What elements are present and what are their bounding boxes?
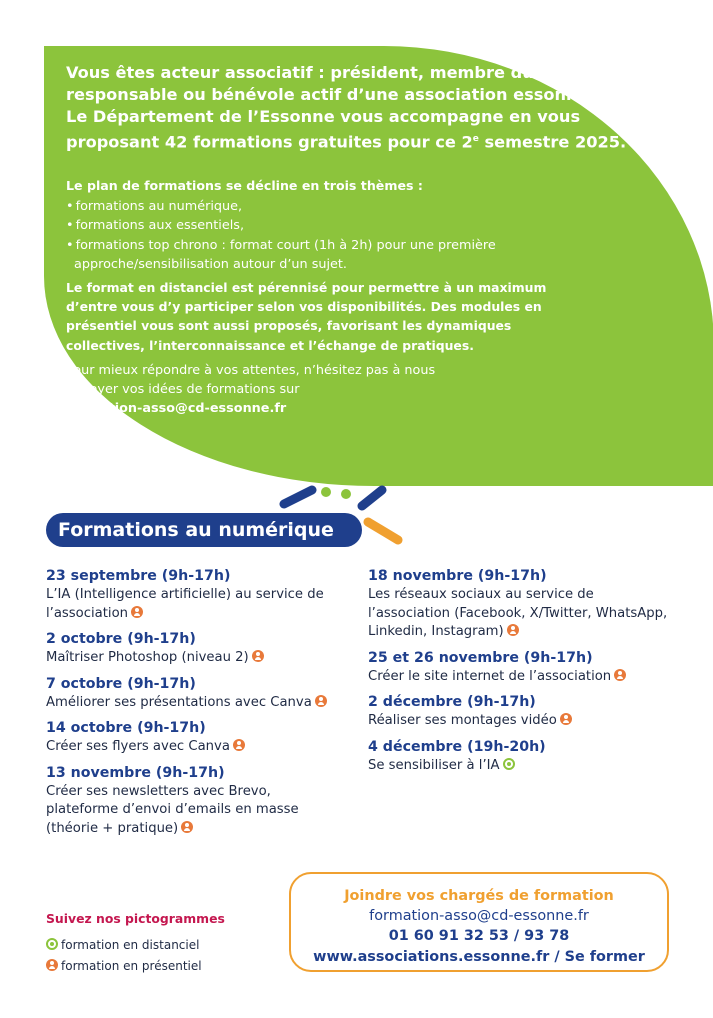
event-title: [46, 783, 346, 839]
legend-presentiel: [46, 959, 202, 973]
event-title-text: Réaliser ses montages vidéo: [368, 713, 557, 728]
event-title-text: Les réseaux sociaux au service de l’association (Facebook, X/Twitter, WhatsApp, Linkedin, Instagram): [368, 587, 668, 639]
event-title: [368, 586, 668, 642]
events-right-column: [368, 567, 668, 782]
distanciel-icon: [503, 758, 515, 770]
legend-presentiel-label: formation en présentiel: [61, 959, 202, 973]
section-title: Formations au numérique: [46, 513, 362, 547]
event-title-text: Améliorer ses présentations avec Canva: [46, 694, 312, 710]
presentiel-icon: [560, 713, 572, 725]
event-date: 2 décembre (9h-17h): [368, 694, 536, 710]
event-item: [368, 693, 668, 731]
distanciel-icon: [46, 938, 58, 950]
intro-superscript: e: [472, 134, 479, 144]
event-item: [46, 764, 346, 839]
presentiel-icon: [252, 650, 264, 662]
intro-line: [66, 128, 656, 153]
event-date: 25 et 26 novembre (9h-17h): [368, 649, 593, 666]
event-date: 2 octobre (9h-17h): [46, 631, 196, 647]
event-item: [46, 675, 346, 713]
event-title: [368, 668, 668, 687]
event-item: [368, 649, 668, 687]
contact-title: Joindre vos chargés de formation: [344, 888, 614, 904]
plan-title: Le plan de formations se décline en trois thèmes :: [66, 178, 423, 193]
event-item: [46, 567, 346, 623]
presentiel-icon: [131, 606, 143, 618]
legend-title: Suivez nos pictogrammes: [46, 911, 225, 926]
contact-website-link[interactable]: www.associations.essonne.fr / Se former: [313, 949, 645, 965]
event-date: 23 septembre (9h-17h): [46, 568, 231, 584]
event-title: [368, 712, 668, 731]
plan-item: • formations au numérique,: [66, 197, 586, 216]
ideas-text-body: Pour mieux répondre à vos attentes, n’hésitez pas à nous envoyer vos idées de formations sur: [66, 363, 436, 398]
contact-email-link[interactable]: formation-asso@cd-essonne.fr: [369, 908, 589, 924]
plan-list: [66, 197, 586, 274]
events-left-column: [46, 567, 346, 845]
intro-line: Vous êtes acteur associatif : président, membre du bureau,: [66, 63, 611, 82]
event-title: [46, 649, 346, 668]
event-item: [46, 630, 346, 668]
event-date: 14 octobre (9h-17h): [46, 720, 206, 736]
intro-text: [66, 62, 656, 153]
presentiel-icon: [233, 739, 245, 751]
legend-distanciel-label: formation en distanciel: [61, 938, 200, 952]
event-title: [46, 694, 346, 713]
presentiel-icon: [315, 695, 327, 707]
event-title-text: Créer ses newsletters avec Brevo, plateforme d’envoi d’emails en masse (théorie + pratique): [46, 783, 299, 836]
event-title: [368, 757, 668, 776]
event-item: [46, 719, 346, 757]
event-item: [368, 567, 668, 642]
event-title-text: Maîtriser Photoshop (niveau 2): [46, 650, 249, 665]
event-title-text: Se sensibiliser à l’IA: [368, 757, 500, 773]
event-date: 13 novembre (9h-17h): [46, 764, 225, 781]
contact-phone: 01 60 91 32 53 / 93 78: [388, 928, 570, 944]
plan-item: • formations top chrono : format court (1h à 2h) pour une première approche/sensibilisation autour d’un sujet.: [66, 236, 586, 275]
intro-line-part: proposant 42 formations gratuites pour ce 2: [66, 132, 473, 152]
intro-line-part: semestre 2025.: [478, 132, 627, 152]
presentiel-icon: [181, 821, 193, 833]
event-date: 4 décembre (19h-20h): [368, 738, 546, 755]
event-item: [368, 738, 668, 776]
event-title-text: L’IA (Intelligence artificielle) au service de l’association: [46, 587, 324, 621]
intro-line: responsable ou bénévole actif d’une association essonnienne ?: [66, 85, 644, 104]
ideas-text: [66, 361, 486, 419]
plan-item: • formations aux essentiels,: [66, 216, 586, 235]
ideas-email-link[interactable]: formation-asso@cd-essonne.fr: [66, 401, 287, 417]
presentiel-icon: [614, 669, 626, 681]
legend-distanciel: [46, 938, 199, 952]
event-date: 18 novembre (9h-17h): [368, 568, 547, 584]
event-date: 7 octobre (9h-17h): [46, 675, 196, 692]
contact-box: [289, 872, 669, 972]
presentiel-icon: [46, 959, 58, 971]
presentiel-icon: [507, 624, 519, 636]
intro-panel: [44, 46, 713, 486]
event-title-text: Créer ses flyers avec Canva: [46, 739, 230, 754]
format-text: Le format en distanciel est pérennisé pour permettre à un maximum d’entre vous d’y participer selon vos disponibilités. Des modules en présentiel vous sont aussi proposés, favorisant les dynamiques collectives, l’interconnaissance et l’échange de pratiques.: [66, 280, 547, 353]
event-title-text: Créer le site internet de l’association: [368, 668, 612, 684]
event-title: [46, 586, 346, 623]
event-title: [46, 738, 346, 757]
intro-line: Le Département de l’Essonne vous accompagne en vous: [66, 107, 581, 126]
